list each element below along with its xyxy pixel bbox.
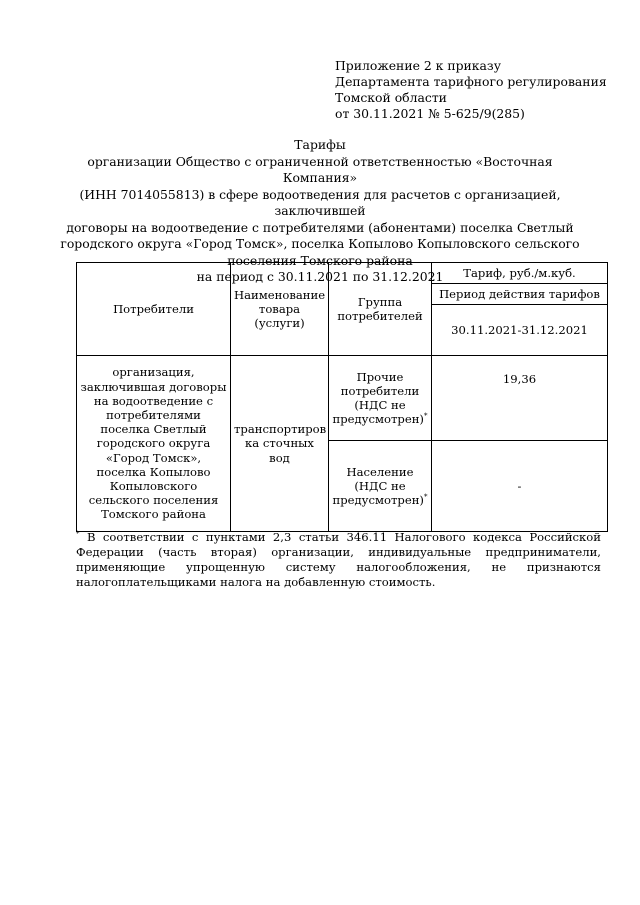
footnote-mark: * [423, 493, 428, 502]
cell-group [329, 441, 432, 532]
appendix-order-ref: от 30.11.2021 № 5-625/9(285) [335, 106, 525, 121]
header-tariff: Тариф, руб./м.куб. [432, 263, 608, 284]
header-group: Группа потребителей [329, 263, 432, 356]
title-line: договоры на водоотведение с потребителями (абонентами) поселка Светлый [66, 219, 574, 235]
cell-goods: транспортиров ка сточных вод [231, 356, 329, 532]
group-text: Население (НДС не предусмотрен) [332, 464, 424, 508]
appendix-line: Томской области [335, 90, 447, 105]
appendix-line: Департамента тарифного регулирования [335, 74, 607, 89]
tariff-table [76, 262, 608, 532]
header-consumers: Потребители [77, 263, 231, 356]
title-heading: Тарифы [294, 137, 346, 152]
header-goods: Наименование товара (услуги) [231, 263, 329, 356]
title-line: (ИНН 7014055813) в сфере водоотведения для расчетов с организацией, заключившей [79, 186, 561, 218]
table-row [77, 356, 608, 441]
appendix-line: Приложение 2 к приказу [335, 58, 501, 73]
cell-consumer: организация, заключившая договоры на водоотведение с потребителями поселка Светлый городского округа «Город Томск», поселка Копылово Копыловского сельского поселения Томского района [77, 356, 231, 532]
title-line: городского округа «Город Томск», поселка Копылово Копыловского сельского [60, 236, 580, 251]
table-header-row [77, 263, 608, 284]
cell-tariff-value: 19,36 [432, 356, 608, 441]
title-line: поселения Томского района [227, 252, 413, 268]
title-period: на период с 30.11.2021 по 31.12.2021 [196, 269, 444, 284]
footnote-mark: * [76, 530, 80, 539]
title-line: организации Общество с ограниченной ответственностью «Восточная Компания» [87, 153, 553, 185]
footnote-mark: * [423, 412, 428, 421]
group-text: Прочие потребители (НДС не предусмотрен) [332, 369, 424, 427]
header-period: 30.11.2021-31.12.2021 [432, 305, 608, 356]
cell-group [329, 356, 432, 441]
footnote-text: В соответствии с пунктами 2,3 статьи 346.11 Налогового кодекса Российской Федерации (часть вторая) организации, индивидуальные предприниматели, применяющие упрощенную систему налогообложения, не признаются налогоплательщиками налога на добавленную стоимость. [76, 530, 601, 589]
cell-tariff-value: - [432, 441, 608, 532]
header-period-label: Период действия тарифов [432, 284, 608, 305]
footnote [76, 530, 601, 590]
appendix-header [335, 58, 625, 122]
